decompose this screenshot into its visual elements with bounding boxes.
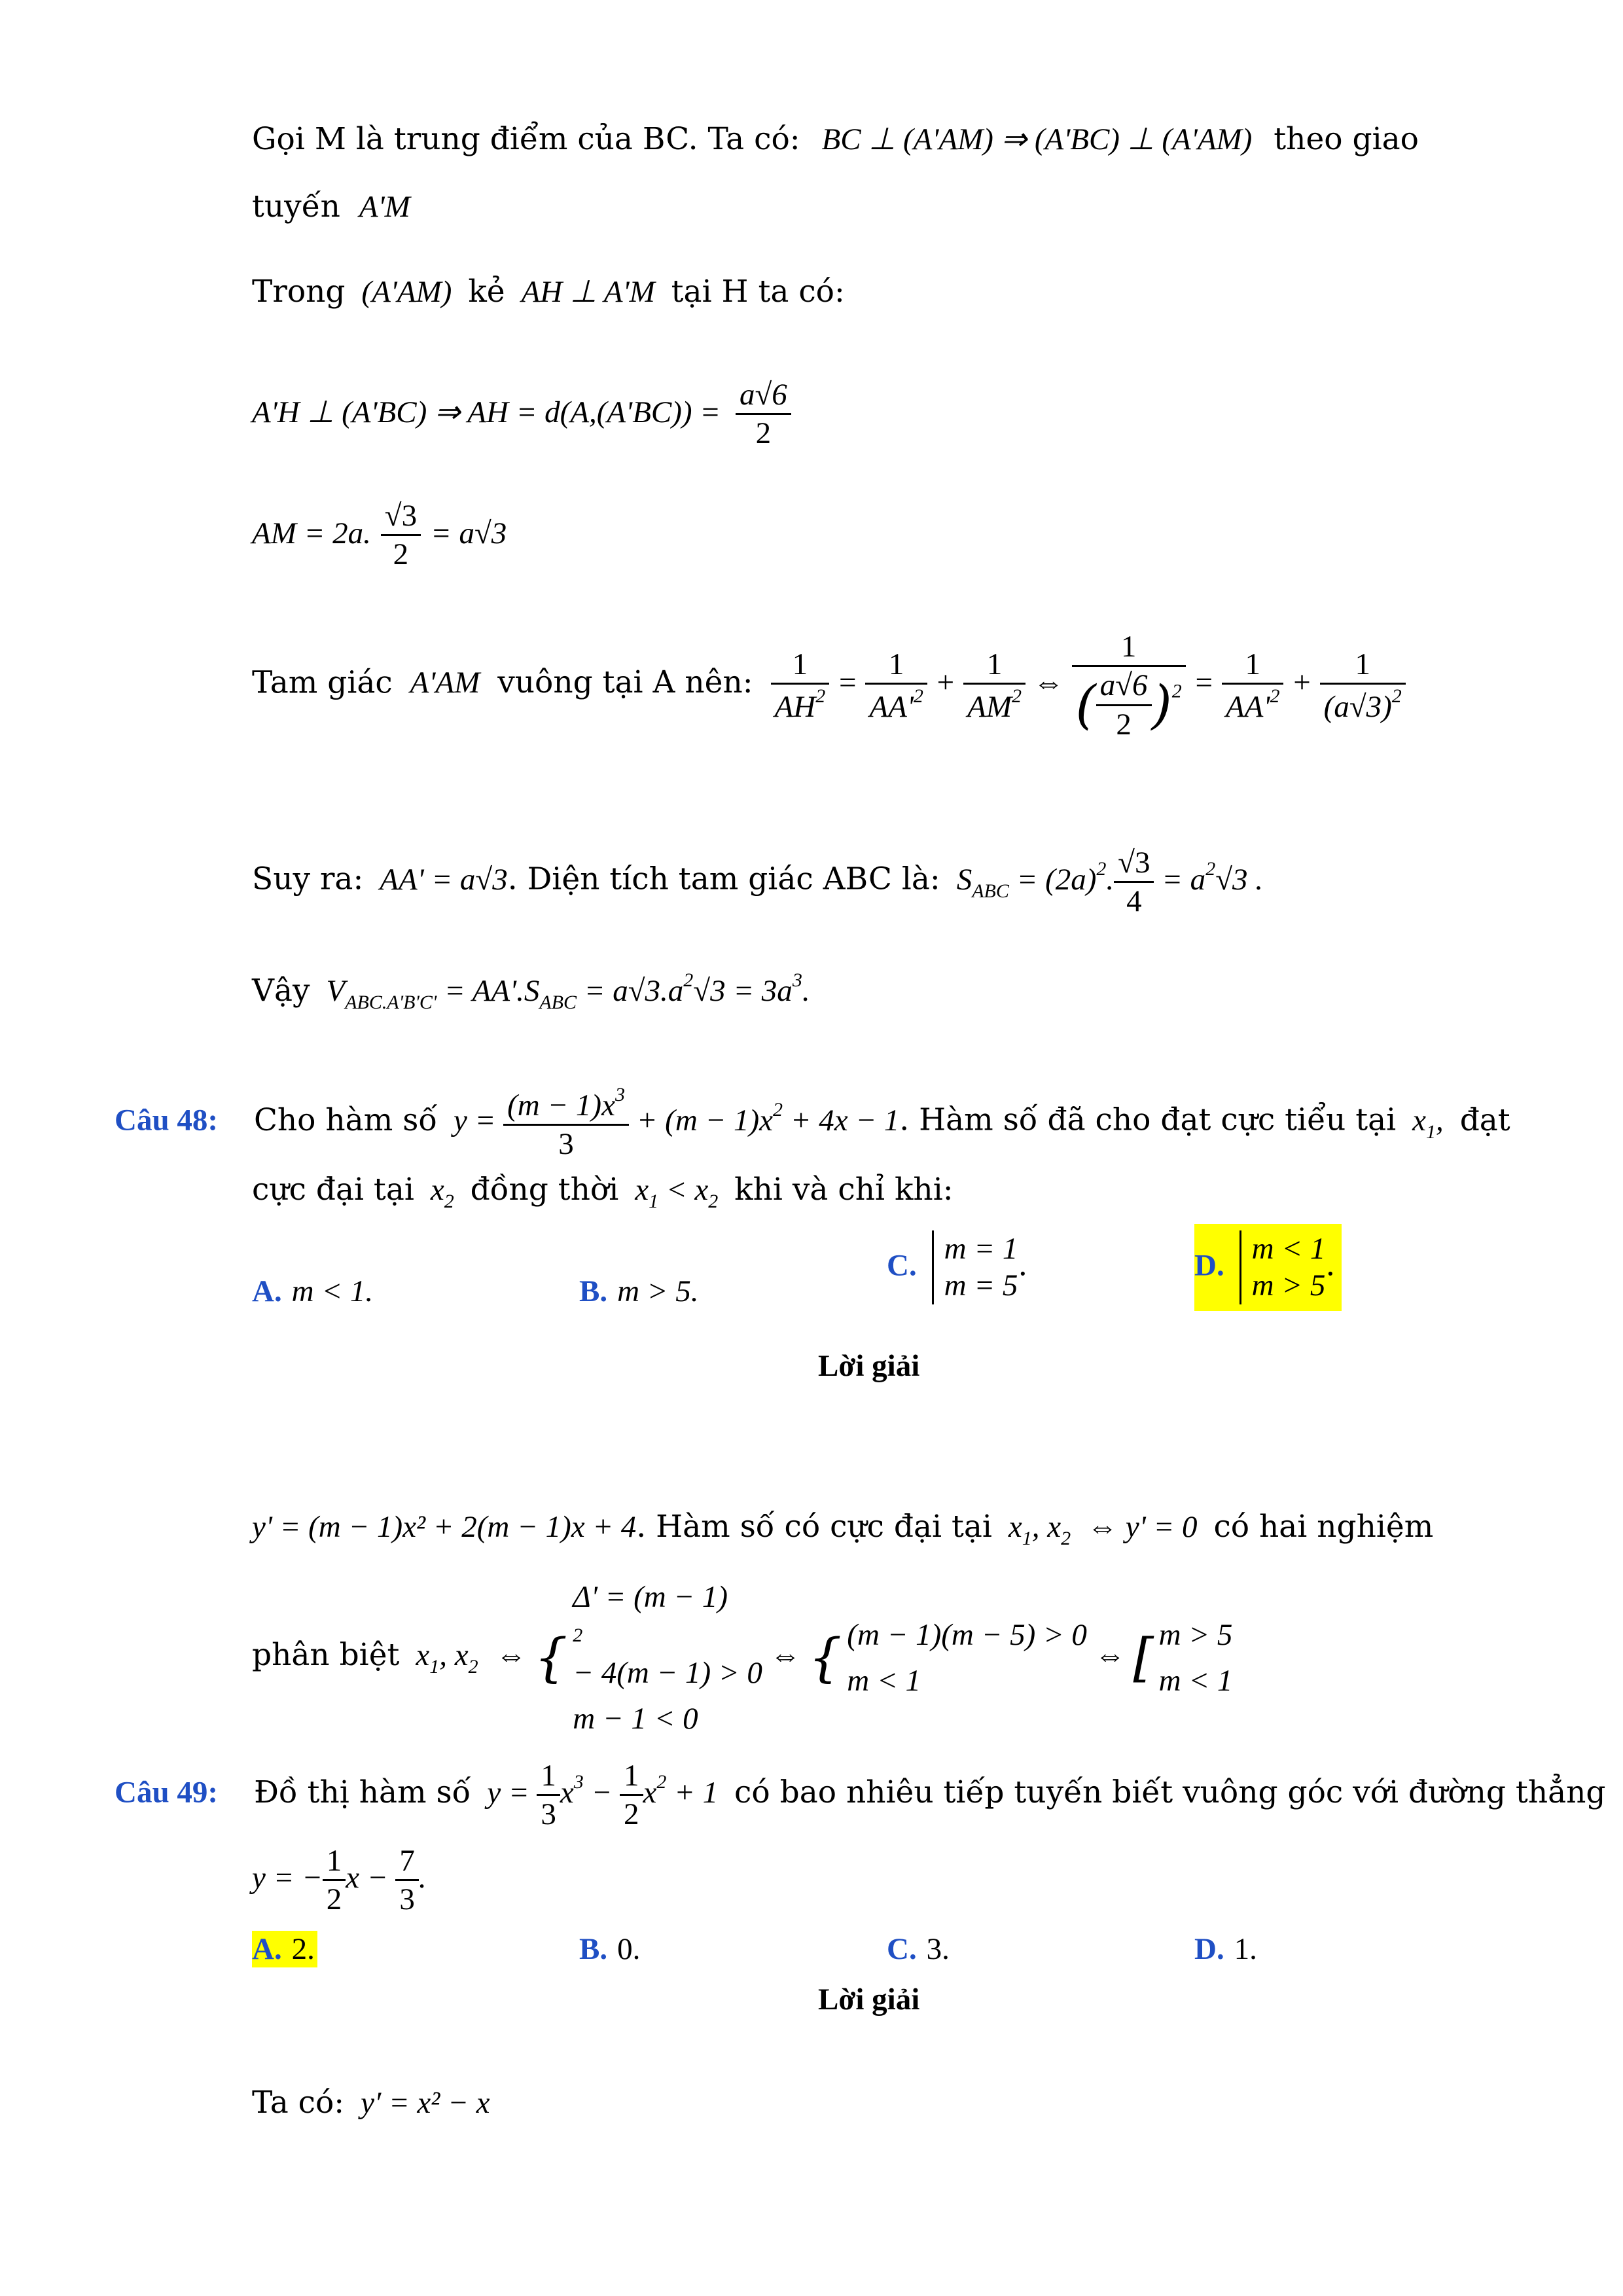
math-AH-perp: AH ⊥ A'M (521, 275, 655, 309)
q48-solution-title: Lời giải (818, 1349, 920, 1383)
line6-suffix: vuông tại A nên: (497, 664, 753, 701)
equation-line-7 (252, 844, 1263, 920)
fraction-sqrt3-over-2: $\frac{√3}{2}$ (381, 497, 421, 573)
q48-solution-line2 (252, 1574, 1232, 1742)
line8-prefix: Vậy (252, 973, 310, 1009)
q48-option-d-correct[interactable]: D. m < 1 m > 5 . (1194, 1224, 1342, 1311)
line3-prefix: Trong (252, 274, 346, 310)
q49-option-d[interactable]: D. 1. (1194, 1932, 1257, 1966)
q48-option-b[interactable]: B. m > 5. (579, 1274, 699, 1308)
math-system-chain: ⇔ { Δ' = (m − 1) 2 − 4(m − 1) > 0 m − 1 < 0 ⇔ { (m − 1)(m − 5) > 0 m < 1 ⇔ [ m > 5 m < 1 (495, 1580, 1233, 1736)
equation-line-4 (252, 376, 791, 452)
line7-mid: . Diện tích tam giác ABC là: (507, 861, 940, 897)
q48-text6: khi và chỉ khi: (734, 1172, 954, 1208)
math-volume: $V_{ABC.A'B'C'} = AA'.S_{ABC} = a√3.a^2√3 = 3a^3$. (326, 969, 810, 1013)
math-a-sqrt3: = a√3 (431, 516, 507, 550)
text-line-3 (252, 274, 845, 310)
q49-solution-line1 (252, 2085, 490, 2121)
math-AA-value: AA' = a√3 (380, 862, 508, 897)
q49-option-b[interactable]: B. 0. (579, 1932, 641, 1966)
q48-line2 (252, 1172, 954, 1213)
q49-line2 (252, 1842, 427, 1918)
q49-text1: Đồ thị hàm số (253, 1774, 471, 1810)
q48-text2: . Hàm số đã cho đạt cực tiểu tại (899, 1102, 1397, 1138)
question-48-label: Câu 48: (115, 1103, 218, 1138)
line3-mid: kẻ (468, 274, 505, 310)
line2-prefix: tuyến (252, 188, 340, 224)
q48-text5: đồng thời (470, 1172, 619, 1208)
equation-line-6 (252, 628, 1406, 743)
math-distance: A'H ⊥ (A'BC) ⇒ AH = d(A,(A'BC)) = (252, 395, 721, 429)
math-triangle: A'AM (410, 666, 480, 700)
math-x1-x2: $x_1$, $x_2$ (1008, 1510, 1071, 1549)
q48-solution-line1 (252, 1509, 1433, 1551)
math-plane: (A'AM) (361, 275, 452, 309)
q48-sol-text3: phân biệt (252, 1637, 400, 1674)
q48-option-a[interactable]: A. m < 1. (252, 1274, 374, 1308)
math-x1-x2-b: $x_1$, $x_2$ (416, 1638, 478, 1678)
math-reciprocal-relation: $\frac{1}{AH^2}$ = $\frac{1}{AA'^2}$ + $\frac{1}{AM^2}$ ⇔ 1 ( $\frac{a√6}{2}$ )$^2$ = $\frac{1}{AA'^2}$ + $\frac{1}{(a√3)^2}$ (771, 666, 1406, 700)
q49-solution-title: Lời giải (818, 1982, 920, 2017)
line1-prefix: Gọi M là trung điểm của BC. Ta có: (252, 121, 800, 157)
q48-text1: Cho hàm số (253, 1102, 438, 1138)
question-49-label: Câu 49: (115, 1775, 218, 1810)
math-AM-value: AM = 2a. (252, 516, 371, 550)
q48-function: y = $\frac{(m - 1)x^3}{3}$ + $(m - 1)x^2 + 4x - 1$ (454, 1103, 899, 1138)
q48-sol-text1: . Hàm số có cực đại tại (636, 1509, 992, 1545)
q48-option-c[interactable]: C. m = 1 m = 5 . (887, 1230, 1027, 1304)
text-line-2 (252, 188, 410, 225)
math-AM: A'M (359, 190, 410, 224)
line7-prefix: Suy ra: (252, 861, 364, 897)
q49-line-equation: y = − $\frac{1}{2}$ x − $\frac{7}{3}$ . (252, 1861, 427, 1895)
equation-line-8 (252, 969, 810, 1014)
q49-option-a-correct[interactable]: A. 2. (252, 1931, 317, 1967)
math-area-ABC: $S_{ABC} = (2a)^2$. $\frac{√3}{4}$ = $a^2√3$ . (957, 863, 1263, 897)
math-x2: $x_2$ (430, 1173, 454, 1212)
math-perp-relation: BC ⊥ (A'AM) ⇒ (A'BC) ⊥ (A'AM) (821, 122, 1253, 156)
q49-option-c[interactable]: C. 3. (887, 1932, 950, 1966)
math-equiv-deriv-zero: ⇔ y' = 0 (1087, 1510, 1198, 1544)
text-line-1 (252, 121, 1419, 158)
q49-text2: có bao nhiêu tiếp tuyến biết vuông góc với đường thẳng (734, 1774, 1606, 1810)
q48-text3: đạt (1459, 1102, 1510, 1138)
line1-suffix: theo giao (1274, 121, 1419, 157)
fraction-a-sqrt6-over-2: $\frac{a√6}{2}$ (736, 376, 791, 452)
q48-text4: cực đại tại (252, 1172, 414, 1208)
line6-prefix: Tam giác (252, 664, 393, 701)
q49-function: y = $\frac{1}{3}$ $x^3$ − $\frac{1}{2}$ $x^2 + 1$ (487, 1776, 718, 1810)
math-derivative: y' = (m − 1)x² + 2(m − 1)x + 4 (252, 1510, 637, 1544)
q48-sol-text2: có hai nghiệm (1213, 1509, 1434, 1545)
line3-suffix: tại H ta có: (671, 274, 845, 310)
equation-line-5 (252, 497, 507, 573)
q49-sol-text: Ta có: (252, 2085, 345, 2121)
q49-sol-math: y′ = x² − x (361, 2086, 490, 2120)
question-49 (115, 1757, 1605, 1833)
math-x1-lt-x2: $x_1 < x_2$ (635, 1173, 719, 1212)
math-x1: $x_1$, (1412, 1103, 1444, 1143)
question-48 (115, 1083, 1510, 1163)
